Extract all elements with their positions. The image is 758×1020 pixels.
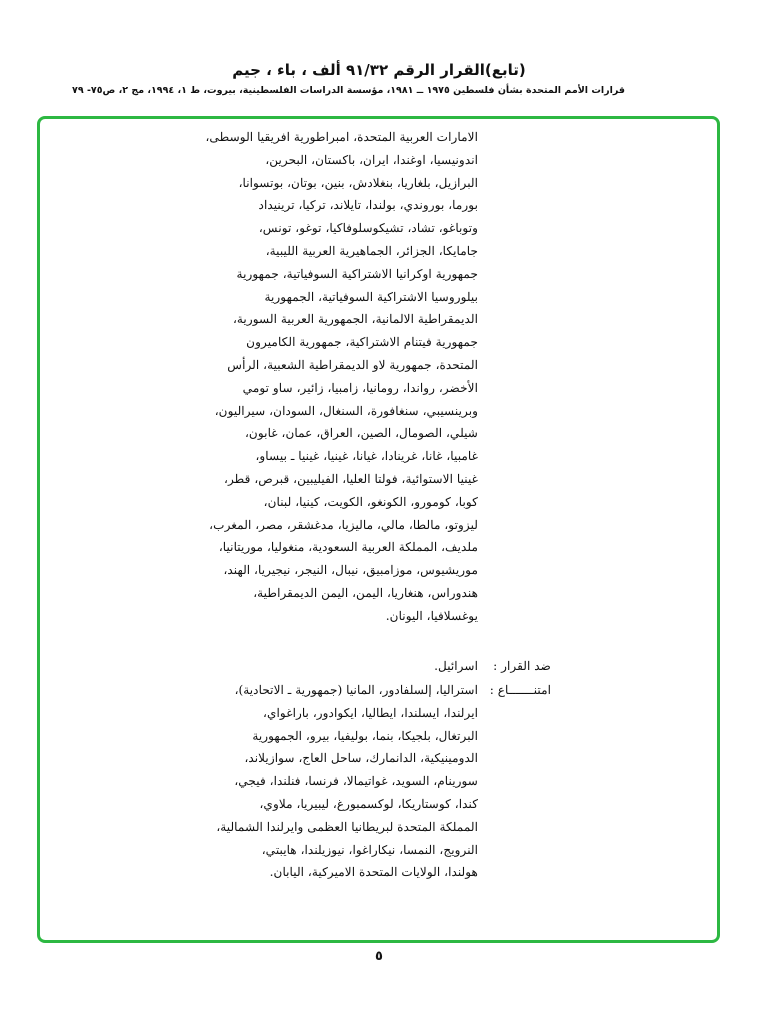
list-line: غامبيا، غانا، غرينادا، غيانا، غينيا، غينيا ـ بيساو، (255, 449, 478, 464)
list-line: اسرائيل. (434, 659, 478, 673)
list-line: الأخضر، رواندا، رومانيا، زامبيا، زائير، ساو تومي (242, 380, 478, 395)
abstain-separator: : (489, 683, 494, 697)
list-line: هولندا، الولايات المتحدة الاميركية، اليابان. (269, 865, 478, 880)
list-line: بورما، بوروندي، بولندا، تايلاند، تركيا، ترينيداد (258, 198, 478, 213)
list-line: النرويج، النمسا، نيكاراغوا، نيوزيلندا، هايبتي، (261, 842, 478, 857)
source-citation: قرارات الأمم المتحدة بشأن فلسطين ١٩٧٥ ــ ١٩٨١، مؤسسة الدراسات الفلسطينية، بيروت، ط ١، ١٩٩٤، مج ٢، ص٧٥- ٧٩ (72, 85, 625, 96)
list-line: المملكة المتحدة لبريطانيا العظمى وايرلندا الشمالية، (216, 819, 478, 834)
list-line: وتوباغو، تشاد، تشيكوسلوفاكيا، توغو، تونس، (258, 221, 478, 236)
against-label-text: ضد القرار (501, 659, 551, 673)
list-line: جمهورية اوكرانيا الاشتراكية السوفياتية، جمهورية (236, 266, 478, 281)
list-line: المتحدة، جمهورية لاو الديمقراطية الشعبية، الرأس (227, 357, 478, 372)
list-line: اندونيسيا، اوغندا، ايران، باكستان، البحرين، (265, 152, 478, 167)
abstain-label (486, 679, 551, 702)
abstain-list (200, 679, 478, 884)
list-line: ايرلندا، ايسلندا، ايطاليا، ايكوادور، باراغواي، (263, 705, 478, 720)
list-line: يوغسلافيا، اليونان. (385, 608, 478, 623)
list-line: موريشيوس، موزامبيق، نيبال، النيجر، نيجيريا، الهند، (223, 563, 478, 578)
list-line: ليزوتو، مالطا، مالي، ماليزيا، مدغشقر، مصر، المغرب، (209, 517, 478, 532)
list-line: بيلوروسيا الاشتراكية السوفياتية، الجمهورية (264, 289, 478, 304)
page-number: ٥ (375, 949, 383, 964)
list-line: شيلي، الصومال، الصين، العراق، عمان، غابون، (245, 426, 478, 441)
page-title: (تابع)القرار الرقم ٩١/٣٢ ألف ، باء ، جيم (232, 61, 526, 79)
list-line: جمهورية فيتنام الاشتراكية، جمهورية الكاميرون (246, 335, 478, 350)
list-line: جامايكا، الجزائر، الجماهيرية العربية الليبية، (265, 243, 478, 258)
list-line: الامارات العربية المتحدة، امبراطورية افريقيا الوسطى، (205, 130, 478, 144)
list-line: الديمقراطية الالمانية، الجمهورية العربية السورية، (232, 312, 478, 327)
against-label (486, 655, 551, 678)
list-line: كوبا، كومورو، الكونغو، الكويت، كينيا، لبنان، (263, 494, 478, 509)
list-line: هندوراس، هنغاريا، اليمن، اليمن الديمقراطية، (253, 585, 478, 600)
against-separator: : (493, 659, 498, 673)
list-line: سورينام، السويد، غواتيمالا، فرنسا، فنلندا، فيجي، (234, 774, 478, 789)
against-list (200, 655, 478, 678)
list-line: البرازيل، بلغاريا، بنغلادش، بنين، بوتان، بوتسوانا، (238, 175, 478, 190)
list-line: كندا، كوستاريكا، لوكسمبورغ، ليبيريا، ملاوي، (259, 796, 478, 811)
list-line: استراليا، إلسلفادور، المانيا (جمهورية ـ الاتحادية)، (234, 683, 478, 697)
list-line: البرتغال، بلجيكا، بنما، بوليفيا، بيرو، الجمهورية (252, 728, 478, 743)
list-line: غينيا الاستوائية، فولتا العليا، الفيليبين، قبرص، قطر، (224, 471, 478, 486)
abstain-label-text: امتنـــــــاع (497, 683, 551, 697)
list-line: الدومينيكية، الدانمارك، ساحل العاج، سوازيلاند، (244, 751, 478, 766)
list-line: ملديف، المملكة العربية السعودية، منغوليا، موريتانيا، (218, 540, 478, 555)
in-favour-list (200, 126, 478, 628)
list-line: وبرينسيبي، سنغافورة، السنغال، السودان، سيراليون، (214, 403, 478, 418)
